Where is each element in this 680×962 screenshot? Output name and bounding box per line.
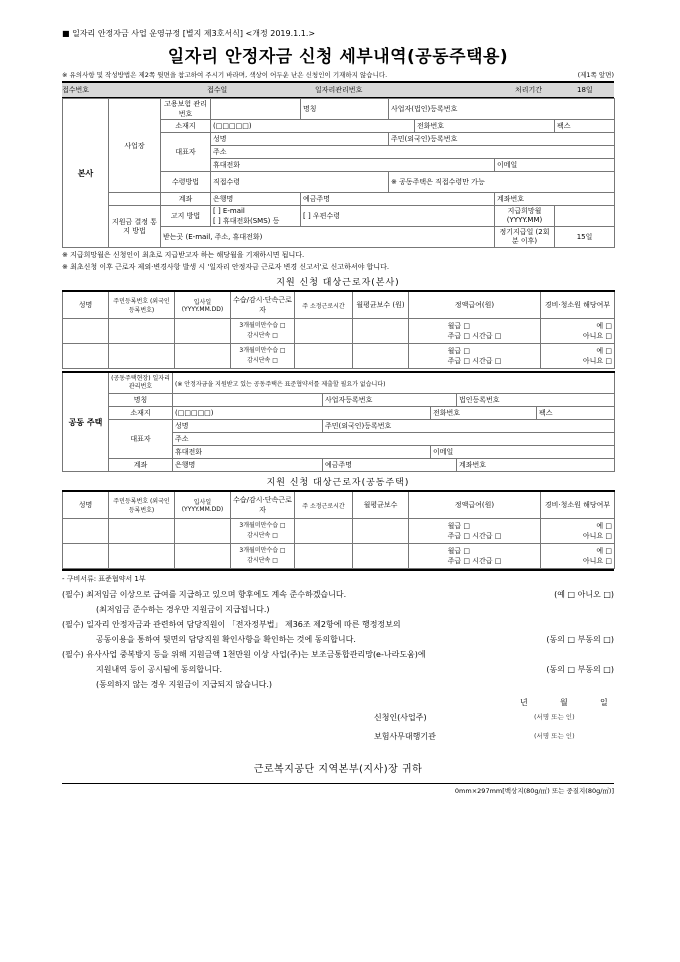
monthly-check[interactable]: 월급 □ bbox=[447, 547, 470, 555]
surveil-check[interactable]: 감시단속 □ bbox=[247, 357, 278, 364]
recv-method-label: 수령방법 bbox=[161, 172, 211, 193]
apt-h-name: 성명 bbox=[63, 491, 109, 519]
receipt-no-label: 접수번호 bbox=[62, 86, 90, 94]
probation-check[interactable]: 3개월미만수습 □ bbox=[239, 347, 286, 354]
apt-h-pay: 월평균보수 bbox=[353, 491, 409, 519]
req3-line-b bbox=[62, 663, 614, 676]
acct-no-label: 계좌번호 bbox=[495, 193, 615, 206]
weekly-check[interactable]: 주급 □ bbox=[447, 532, 470, 540]
direct-recv: 직접수령 bbox=[211, 172, 389, 193]
apt-note: ※ 공동주택은 직접수령만 가능 bbox=[389, 172, 615, 193]
emp-ins-field[interactable] bbox=[211, 99, 301, 120]
apt-h-fixed: 정액급여(원) bbox=[409, 491, 541, 519]
apt-h-guard: 경비·청소원 해당여부 bbox=[541, 491, 615, 519]
hq-worker-title: 지원 신청 대상근로자(본사) bbox=[276, 278, 400, 288]
note-1: ※ 지급희망월은 신청인이 최초로 지급받고자 하는 해당월을 기재하시면 됩니다. bbox=[62, 251, 305, 259]
notice-method-label: 고지 방법 bbox=[161, 206, 211, 227]
agent-label: 보험사무대행기관 bbox=[374, 732, 436, 741]
paper-spec: 0mm×297mm[백상지(80g/㎡) 또는 중질지(80g/㎡)] bbox=[62, 783, 614, 795]
mobile-label: 휴대전화 bbox=[211, 159, 495, 172]
probation-check[interactable]: 3개월미만수습 □ bbox=[239, 322, 286, 329]
hourly-check[interactable]: 시간급 □ bbox=[472, 332, 502, 340]
weekly-check[interactable]: 주급 □ bbox=[447, 357, 470, 365]
resident-no-label: 주민(외국인)등록번호 bbox=[389, 133, 615, 146]
table-row bbox=[63, 544, 615, 569]
phone-label: 전화번호 bbox=[415, 120, 555, 133]
apt-table bbox=[62, 371, 615, 472]
form-header: ■ 일자리 안정자금 사업 운영규정 [별지 제3호서식] <개정 2019.1.1.> bbox=[62, 29, 316, 38]
holder-label: 예금주명 bbox=[301, 193, 495, 206]
agent-sign[interactable]: (서명 또는 인) bbox=[534, 732, 575, 740]
notes-block bbox=[62, 250, 614, 272]
docs-line: - 구비서류: 표준협약서 1부 bbox=[62, 575, 146, 583]
req2-option[interactable]: (동의 □ 부동의 □) bbox=[546, 635, 614, 644]
apt-postal-field[interactable]: (□□□□□) bbox=[173, 407, 431, 420]
form-title: 일자리 안정자금 신청 세부내역(공동주택용) bbox=[167, 47, 509, 67]
footer-block bbox=[62, 569, 614, 691]
name-label: 명칭 bbox=[301, 99, 389, 120]
hq-label: 본사 bbox=[63, 99, 109, 248]
hourly-check[interactable]: 시간급 □ bbox=[472, 357, 502, 365]
opt-mail[interactable]: [ ] 우편수령 bbox=[301, 206, 495, 227]
hourly-check[interactable]: 시간급 □ bbox=[472, 532, 502, 540]
req1-text: (필수) 최저임금 이상으로 급여를 지급하고 있으며 향후에도 계속 준수하겠습니다. bbox=[62, 590, 347, 599]
recv-place-label: 받는곳 (E-mail, 주소, 휴대전화) bbox=[161, 227, 495, 248]
apt-h-join: 입사일 (YYYY.MM.DD) bbox=[175, 491, 231, 519]
day-label: 일 bbox=[600, 698, 608, 707]
pay-month-label: 지급희망월 (YYYY.MM) bbox=[495, 206, 555, 227]
hq-table bbox=[62, 98, 615, 248]
req2-text-b: 공동이용을 통하여 뒷면의 담당직원 확인사항을 확인하는 것에 동의합니다. bbox=[96, 635, 356, 644]
req3-option[interactable]: (동의 □ 부동의 □) bbox=[546, 665, 614, 674]
apt-site-label: (공동주택현장) 일자리관리번호 bbox=[109, 372, 173, 394]
hq-h-resident: 주민등록번호 (외국인등록번호) bbox=[109, 291, 175, 319]
apt-mobile-label: 휴대전화 bbox=[173, 446, 431, 459]
req2-line-b bbox=[62, 633, 614, 646]
apt-acct-no-label: 계좌번호 bbox=[457, 459, 615, 472]
pay-date-label: 정기지급일 (2회분 이후) bbox=[495, 227, 555, 248]
hq-h-name: 성명 bbox=[63, 291, 109, 319]
page-label: (제1쪽 앞면) bbox=[577, 71, 614, 79]
email-label: 이메일 bbox=[495, 159, 615, 172]
apt-phone-label: 전화번호 bbox=[431, 407, 537, 420]
table-row bbox=[63, 519, 615, 544]
table-row bbox=[63, 319, 615, 344]
year-label: 년 bbox=[520, 698, 528, 707]
hq-h-probation: 수습/감시·단속근로자 bbox=[231, 291, 295, 319]
receipt-row bbox=[62, 81, 614, 98]
receipt-date-label: 접수일 bbox=[207, 86, 228, 94]
bank-label: 은행명 bbox=[211, 193, 301, 206]
yes-check[interactable]: 예 □ bbox=[596, 347, 612, 355]
applicant-label: 신청인(사업주) bbox=[374, 713, 427, 722]
hq-h-hours: 주 소정근로시간 bbox=[295, 291, 353, 319]
apt-worker-title: 지원 신청 대상근로자(공동주택) bbox=[266, 478, 410, 488]
monthly-check[interactable]: 월급 □ bbox=[447, 322, 470, 330]
surveil-check[interactable]: 감시단속 □ bbox=[247, 532, 278, 539]
hq-h-pay: 월평균보수 (원) bbox=[353, 291, 409, 319]
note-2: ※ 최초신청 이후 근로자 제외·변경사항 발생 시 '일자리 안정자금 근로자 변경 신고서'로 신고하셔야 합니다. bbox=[62, 263, 390, 271]
apt-biz-reg-label: 사업자등록번호 bbox=[323, 394, 457, 407]
hq-h-guard: 경비·청소원 해당여부 bbox=[541, 291, 615, 319]
period-value: 18일 bbox=[577, 86, 593, 94]
apt-site-note: (※ 안정자금을 지원받고 있는 공동주택은 표준협약서를 제출할 필요가 없습니다) bbox=[173, 372, 615, 394]
biz-reg-label: 사업자(법인)등록번호 bbox=[389, 99, 615, 120]
monthly-check[interactable]: 월급 □ bbox=[447, 522, 470, 530]
pay-date-value: 15일 bbox=[555, 227, 615, 248]
surveil-check[interactable]: 감시단속 □ bbox=[247, 557, 278, 564]
apt-corp-reg-label: 법인등록번호 bbox=[457, 394, 615, 407]
opt-sms[interactable]: [ ] 휴대전화(SMS) 등 bbox=[213, 217, 280, 225]
apt-fax-label: 팩스 bbox=[537, 407, 615, 420]
req2-text-a: (필수) 일자리 안정자금과 관련하여 담당직원이 「전자정부법」 제36조 제2항에 따른 행정정보의 bbox=[62, 620, 401, 629]
apt-email-label: 이메일 bbox=[431, 446, 615, 459]
apt-h-resident: 주민등록번호 (외국인등록번호) bbox=[109, 491, 175, 519]
hourly-check[interactable]: 시간급 □ bbox=[472, 557, 502, 565]
agent-row bbox=[62, 731, 614, 742]
apt-address-label: 주소 bbox=[173, 433, 615, 446]
apt-account-label: 계좌 bbox=[109, 459, 173, 472]
account-label: 계좌 bbox=[161, 193, 211, 206]
hq-h-fixed: 정액급여(원) bbox=[409, 291, 541, 319]
fax-label: 팩스 bbox=[555, 120, 615, 133]
apt-name-label: 명칭 bbox=[109, 394, 173, 407]
yes-check[interactable]: 예 □ bbox=[596, 322, 612, 330]
period-label: 처리기간 bbox=[515, 86, 543, 94]
weekly-check[interactable]: 주급 □ bbox=[447, 332, 470, 340]
postal-field[interactable]: (□□□□□) bbox=[211, 120, 415, 133]
applicant-sign[interactable]: (서명 또는 인) bbox=[534, 713, 575, 721]
hq-h-join: 입사일 (YYYY.MM.DD) bbox=[175, 291, 231, 319]
rep-name-label: 성명 bbox=[211, 133, 389, 146]
address-label: 주소 bbox=[211, 146, 615, 159]
month-label: 월 bbox=[560, 698, 568, 707]
opt-email[interactable]: [ ] E-mail bbox=[213, 207, 245, 215]
weekly-check[interactable]: 주급 □ bbox=[447, 557, 470, 565]
hq-worker-table bbox=[62, 290, 615, 369]
no-check[interactable]: 아니요 □ bbox=[582, 532, 612, 540]
yes-check[interactable]: 예 □ bbox=[596, 522, 612, 530]
apt-holder-label: 예금주명 bbox=[323, 459, 457, 472]
no-check[interactable]: 아니요 □ bbox=[582, 332, 612, 340]
date-row bbox=[62, 697, 614, 708]
no-check[interactable]: 아니요 □ bbox=[582, 357, 612, 365]
addressee: 근로복지공단 지역본부(지사)장 귀하 bbox=[253, 764, 423, 775]
req1-option[interactable]: (예 □ 아니오 □) bbox=[554, 590, 614, 599]
probation-check[interactable]: 3개월미만수습 □ bbox=[239, 547, 286, 554]
apt-worker-table bbox=[62, 490, 615, 569]
req3-sub: (동의하지 않는 경우 지원금이 지급되지 않습니다.) bbox=[96, 680, 273, 689]
apt-h-hours: 주 소정근로시간 bbox=[295, 491, 353, 519]
probation-check[interactable]: 3개월미만수습 □ bbox=[239, 522, 286, 529]
form-note: ※ 유의사항 및 작성방법은 제2쪽 뒷면을 참고하여 주시기 바라며, 색상이 어두운 난은 신청인이 기재하지 않습니다. bbox=[62, 71, 388, 79]
apt-resident-label: 주민(외국인)등록번호 bbox=[323, 420, 615, 433]
no-check[interactable]: 아니요 □ bbox=[582, 557, 612, 565]
req1-line bbox=[62, 588, 614, 601]
req1-sub: (최저임금 준수하는 경우만 지원금이 지급됩니다.) bbox=[96, 605, 270, 614]
workplace-label: 사업장 bbox=[109, 99, 161, 193]
note-row bbox=[62, 70, 614, 79]
req3-text-a: (필수) 유사사업 중복방지 등을 위해 지원금액 1천만원 이상 사업(주)는 보조금통합관리망(e-나라도움)에 bbox=[62, 650, 426, 659]
apt-location-label: 소재지 bbox=[109, 407, 173, 420]
rep-label: 대표자 bbox=[161, 133, 211, 172]
surveil-check[interactable]: 감시단속 □ bbox=[247, 332, 278, 339]
mgmt-no-label: 일자리관리번호 bbox=[315, 86, 363, 94]
apt-h-probation: 수습/감시·단속근로자 bbox=[231, 491, 295, 519]
location-label: 소재지 bbox=[161, 120, 211, 133]
form-page bbox=[62, 28, 614, 795]
apt-rep-name-label: 성명 bbox=[173, 420, 323, 433]
apt-rep-label: 대표자 bbox=[109, 420, 173, 459]
apt-bank-label: 은행명 bbox=[173, 459, 323, 472]
req3-text-b: 지원내역 등이 공시됨에 동의합니다. bbox=[96, 665, 223, 674]
applicant-row bbox=[62, 712, 614, 723]
monthly-check[interactable]: 월급 □ bbox=[447, 347, 470, 355]
apt-label: 공동 주택 bbox=[63, 372, 109, 472]
emp-ins-label: 고용보험 관리번호 bbox=[161, 99, 211, 120]
yes-check[interactable]: 예 □ bbox=[596, 547, 612, 555]
table-row bbox=[63, 344, 615, 369]
notify-label: 지원금 결정 통지 방법 bbox=[109, 206, 161, 248]
